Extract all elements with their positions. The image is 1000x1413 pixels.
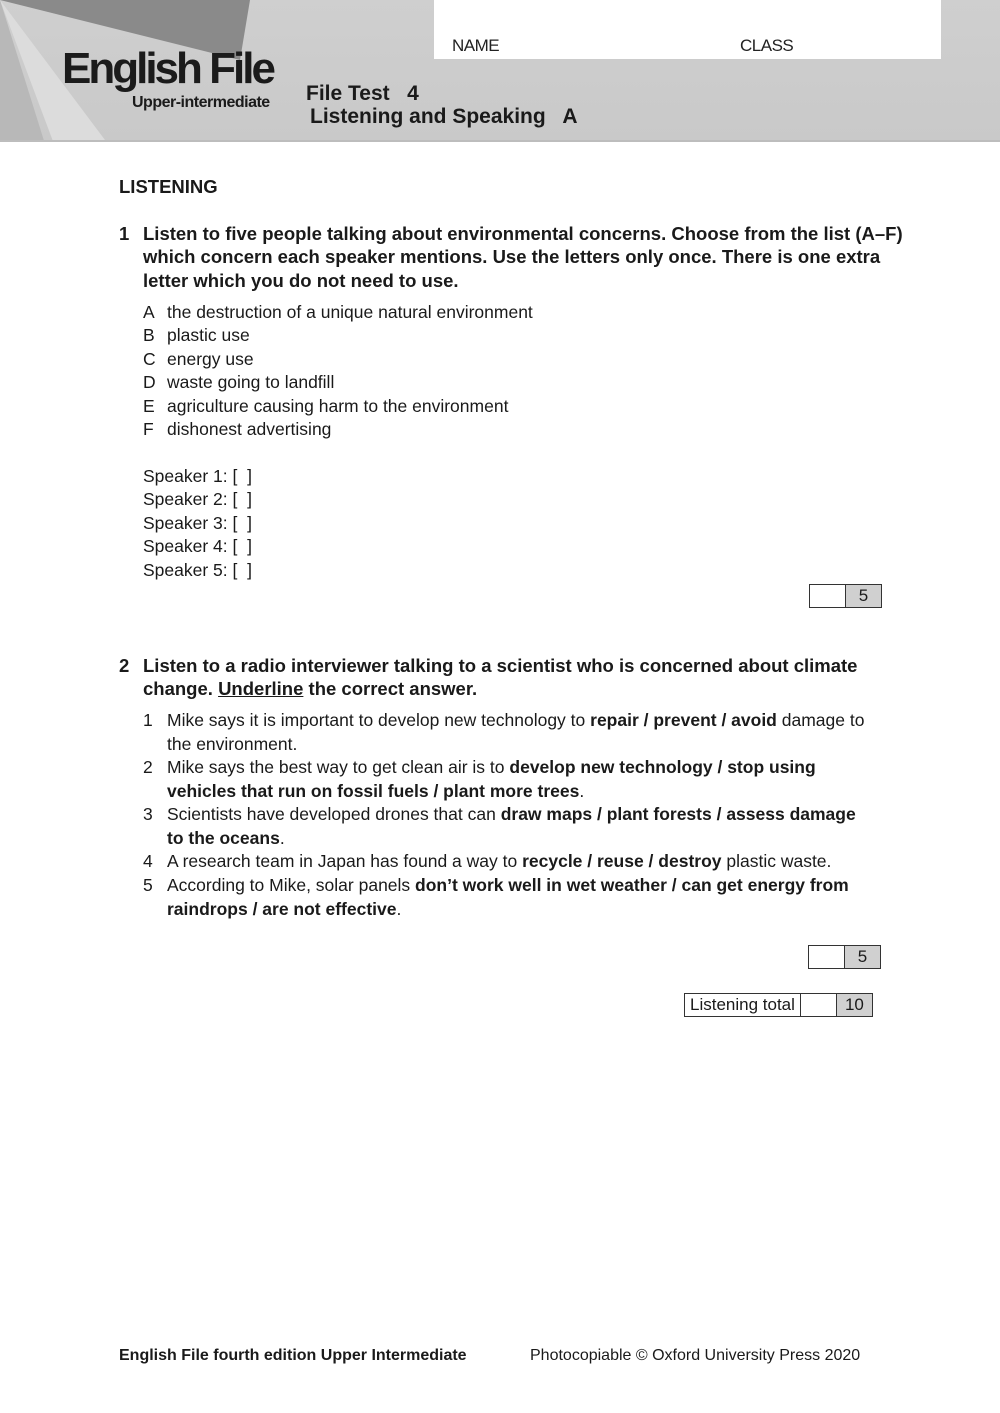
q2-score-input[interactable] [809,946,845,968]
item-number: 1 [143,710,153,730]
listening-total-box [684,993,873,1017]
name-class-box [434,0,941,59]
q2-item [167,803,877,850]
page-header [0,0,1000,142]
listening-total-label: Listening total [685,994,801,1016]
q2-instruction [143,654,883,701]
item-text: According to Mike, solar panels [167,875,416,895]
q1-number: 1 [119,223,130,244]
speaker-answer-field[interactable]: Speaker 2: [ ] [143,489,252,510]
q2-number: 2 [119,655,130,676]
option-text: energy use [167,348,254,369]
speaker-answer-field[interactable]: Speaker 4: [ ] [143,536,252,557]
speaker-answer-field[interactable]: Speaker 1: [ ] [143,466,252,486]
answer-choices[interactable]: repair / prevent / avoid [590,710,777,730]
item-text: A research team in Japan has found a way to [167,851,523,871]
q2-item [167,709,877,756]
item-text: . [579,780,585,801]
option-text: agriculture causing harm to the environment [167,395,509,416]
speaker-answer-field[interactable]: Speaker 3: [ ] [143,512,252,533]
section-title: LISTENING [119,176,218,197]
item-number: 4 [143,851,153,871]
item-text: . [396,898,402,919]
q1-score-box [809,584,882,608]
option-letter: B [143,325,155,346]
option-letter: C [143,348,156,369]
answer-choices[interactable]: don’t work well in wet weather / can get energy from raindrops / are not effective [167,875,849,919]
option-text: waste going to landfill [167,372,335,393]
item-text: Scientists have developed drones that can [167,804,501,824]
answer-choices[interactable]: develop new technology / stop using vehicles that run on fossil fuels / plant more trees [167,757,816,801]
option-text: the destruction of a unique natural environment [167,302,533,322]
speaker-answer-field[interactable]: Speaker 5: [ ] [143,559,252,580]
option-letter: D [143,372,156,393]
q2-item [167,850,877,874]
option-letter: E [143,395,155,416]
listening-total-input[interactable] [801,994,837,1016]
logo: English File [62,44,273,93]
item-number: 5 [143,875,153,895]
option-letter: A [143,302,155,322]
test-subtitle: Listening and Speaking A [310,105,578,128]
footer-edition: English File fourth edition Upper Intermediate [119,1347,467,1364]
option-text: dishonest advertising [167,419,332,439]
test-title: File Test 4 [306,82,419,105]
q1-score-max: 5 [846,585,881,607]
item-text: Mike says the best way to get clean air is to [167,757,510,777]
item-text: damage to the environment. [167,710,865,754]
option-letter: F [143,419,154,439]
answer-choices[interactable]: recycle / reuse / destroy [522,851,722,871]
q2-instruction-text: Listen to a radio interviewer talking to a scientist who is concerned about climate change. [143,655,858,700]
item-text: plastic waste. [721,851,832,871]
logo-level: Upper-intermediate [132,94,270,111]
name-label: NAME [452,36,500,55]
item-number: 3 [143,804,153,824]
listening-total-max: 10 [837,994,872,1016]
q2-instruction-end: the correct answer. [303,678,478,700]
answer-choices[interactable]: draw maps / plant forests / assess damage to the oceans [167,804,856,848]
q2-item [167,874,877,921]
q2-item [167,756,877,803]
option-text: plastic use [167,325,250,346]
q1-instruction: Listen to five people talking about environmental concerns. Choose from the list (A–F) which concern each speaker mentions. Use the letters only once. There is one extra letter which you do not need to use. [143,223,903,291]
q2-score-box [808,945,881,969]
item-text: Mike says it is important to develop new technology to [167,710,591,730]
class-label: CLASS [740,36,794,55]
q1-score-input[interactable] [810,585,846,607]
q2-score-max: 5 [845,946,880,968]
item-number: 2 [143,757,153,777]
footer-copyright: Photocopiable © Oxford University Press 2020 [530,1347,861,1364]
q2-instruction-underline: Underline [218,678,304,700]
item-text: . [279,827,285,848]
